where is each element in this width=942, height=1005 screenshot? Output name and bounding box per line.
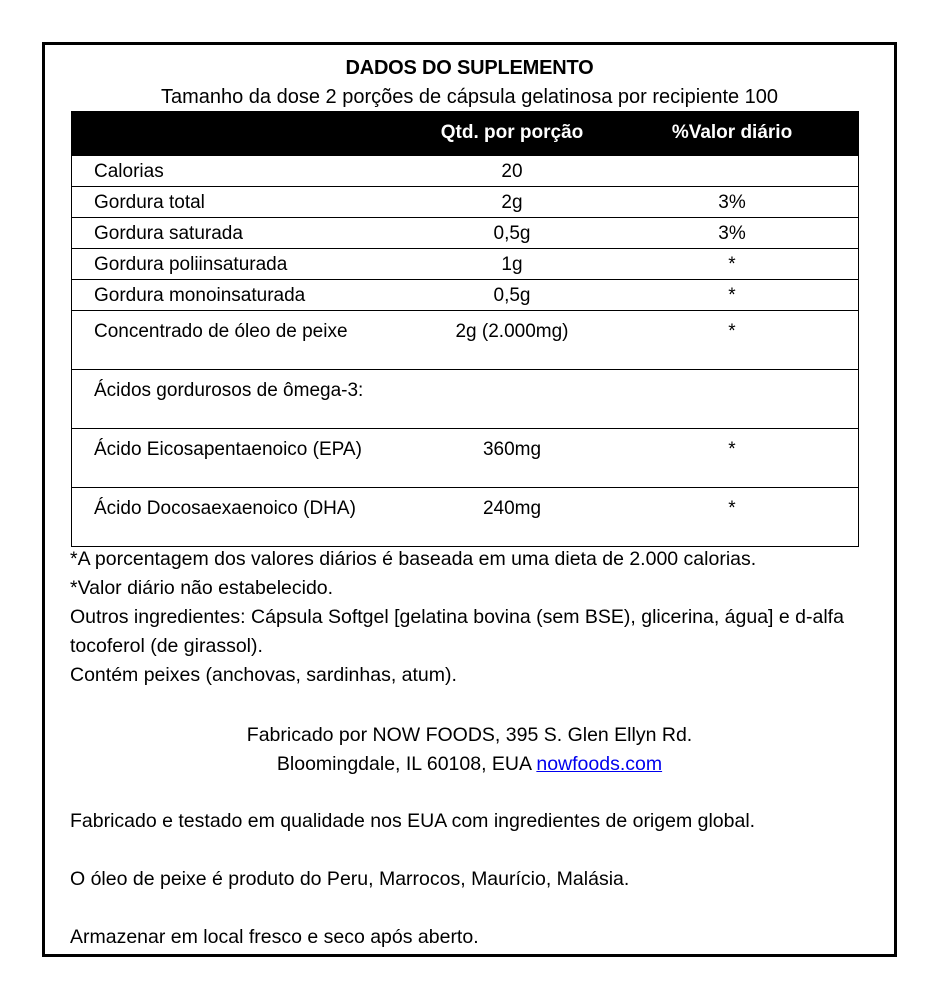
nutrient-name: Ácido Docosaexaenoico (DHA) xyxy=(94,498,356,519)
table-row xyxy=(72,369,858,428)
table-row xyxy=(72,155,858,186)
nutrient-name: Ácido Eicosapentaenoico (EPA) xyxy=(94,439,362,460)
nutrient-amount: 2g (2.000mg) xyxy=(455,321,569,342)
nutrient-amount: 0,5g xyxy=(493,285,531,306)
storage-instructions: Armazenar em local fresco e seco após aberto. xyxy=(70,926,479,948)
not-established-note: *Valor diário não estabelecido. xyxy=(70,577,334,599)
website-link[interactable]: nowfoods.com xyxy=(536,753,663,775)
nutrient-name: Gordura poliinsaturada xyxy=(94,254,288,275)
table-row xyxy=(72,186,858,217)
column-header-daily-value: %Valor diário xyxy=(671,122,793,143)
manufacturer-city: Bloomingdale, IL 60108, EUA xyxy=(276,753,531,775)
panel-title: DADOS DO SUPLEMENTO xyxy=(345,57,594,79)
nutrient-name: Gordura monoinsaturada xyxy=(94,285,306,306)
serving-size: Tamanho da dose 2 porções de cápsula gelatinosa por recipiente 100 xyxy=(160,86,779,108)
table-row xyxy=(72,428,858,487)
nutrient-daily-value: * xyxy=(728,498,736,519)
nutrient-amount: 2g xyxy=(501,192,523,213)
nutrient-daily-value: 3% xyxy=(718,223,746,244)
origin-statement: O óleo de peixe é produto do Peru, Marrocos, Maurício, Malásia. xyxy=(70,868,630,890)
manufacturer-info xyxy=(45,721,894,779)
table-row xyxy=(72,310,858,369)
nutrient-name: Gordura total xyxy=(94,192,205,213)
quality-statement: Fabricado e testado em qualidade nos EUA com ingredientes de origem global. xyxy=(70,810,756,832)
manufacturer-city-line xyxy=(45,750,894,779)
nutrient-daily-value: * xyxy=(728,439,736,460)
facts-table xyxy=(71,111,859,547)
nutrient-name: Ácidos gordurosos de ômega-3: xyxy=(94,380,364,401)
table-row xyxy=(72,248,858,279)
nutrient-name: Gordura saturada xyxy=(94,223,243,244)
table-row xyxy=(72,279,858,310)
nutrient-daily-value: * xyxy=(728,285,736,306)
nutrient-amount: 360mg xyxy=(482,439,542,460)
table-row xyxy=(72,217,858,248)
manufacturer-address: Fabricado por NOW FOODS, 395 S. Glen Ellyn Rd. xyxy=(246,724,693,746)
table-header xyxy=(72,113,858,155)
nutrient-daily-value: * xyxy=(728,254,736,275)
nutrient-daily-value: * xyxy=(728,321,736,342)
table-row xyxy=(72,487,858,546)
nutrient-name: Calorias xyxy=(94,161,164,182)
other-ingredients: Outros ingredientes: Cápsula Softgel [gelatina bovina (sem BSE), glicerina, água] e d-alfa tocoferol (de girassol). xyxy=(70,606,844,657)
footnotes xyxy=(70,545,870,690)
nutrient-amount: 1g xyxy=(501,254,523,275)
nutrient-amount: 0,5g xyxy=(493,223,531,244)
supplement-facts-panel xyxy=(42,42,897,957)
nutrient-amount: 20 xyxy=(501,161,523,182)
allergen-statement: Contém peixes (anchovas, sardinhas, atum). xyxy=(70,664,457,686)
nutrient-daily-value: 3% xyxy=(718,192,746,213)
nutrient-amount: 240mg xyxy=(482,498,542,519)
nutrient-name: Concentrado de óleo de peixe xyxy=(94,321,348,342)
daily-value-note: *A porcentagem dos valores diários é baseada em uma dieta de 2.000 calorias. xyxy=(70,548,757,570)
column-header-amount: Qtd. por porção xyxy=(440,122,584,143)
